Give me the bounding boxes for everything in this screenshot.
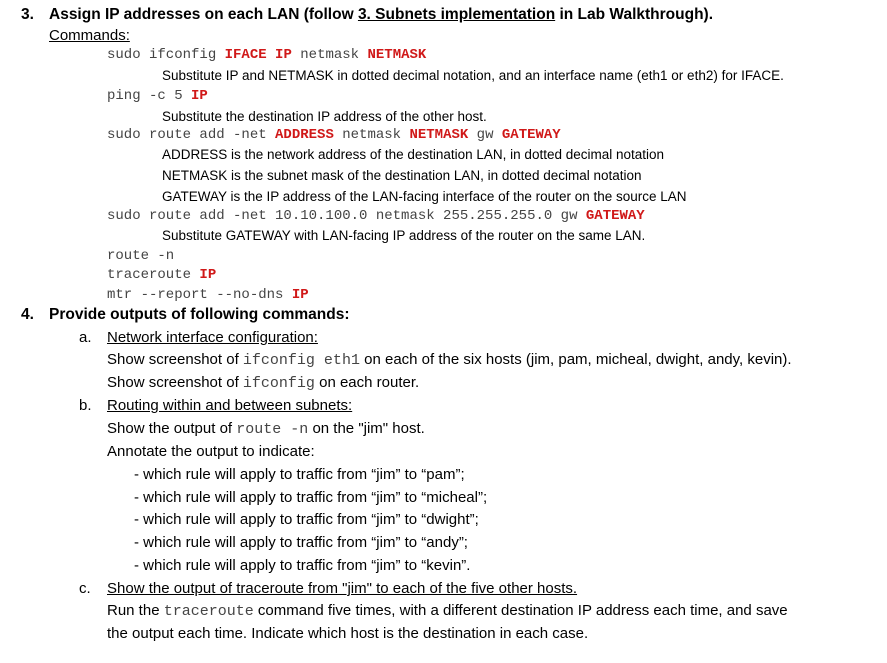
list-item: - which rule will apply to traffic from “jim” to “kevin”. (134, 557, 471, 574)
command-ifconfig-description: Substitute IP and NETMASK in dotted decimal notation, and an interface name (eth1 or eth2) for IFACE. (162, 68, 784, 83)
item-c-line-1: Run the traceroute command five times, with a different destination IP address each time, and save (107, 602, 788, 620)
command-ping: ping -c 5 IP (107, 88, 208, 104)
command-route-n: route -n (107, 248, 175, 264)
commands-label: Commands: (49, 27, 130, 44)
section-4-title: Provide outputs of following commands: (49, 306, 350, 323)
route-default-description: Substitute GATEWAY with LAN-facing IP address of the router on the same LAN. (162, 228, 646, 243)
list-item: - which rule will apply to traffic from “jim” to “pam”; (134, 466, 465, 483)
route-address-description: ADDRESS is the network address of the destination LAN, in dotted decimal notation (162, 147, 665, 162)
list-item: - which rule will apply to traffic from “jim” to “dwight”; (134, 511, 479, 528)
command-traceroute: traceroute IP (107, 267, 217, 283)
list-item: - which rule will apply to traffic from “jim” to “andy”; (134, 534, 468, 551)
item-b-heading: Routing within and between subnets: (107, 397, 353, 414)
command-route-add: sudo route add -net ADDRESS netmask NETMASK gw GATEWAY (107, 127, 561, 143)
command-mtr: mtr --report --no-dns IP (107, 287, 309, 303)
command-ifconfig: sudo ifconfig IFACE IP netmask NETMASK (107, 47, 427, 63)
item-a-line-2: Show screenshot of ifconfig on each router. (107, 374, 420, 392)
item-b-line-1: Show the output of route -n on the "jim" host. (107, 420, 425, 438)
section-3-number: 3. (21, 6, 34, 23)
route-netmask-description: NETMASK is the subnet mask of the destination LAN, in dotted decimal notation (162, 168, 642, 183)
command-route-add-default: sudo route add -net 10.10.100.0 netmask 255.255.255.0 gw GATEWAY (107, 208, 645, 224)
route-gateway-description: GATEWAY is the IP address of the LAN-facing interface of the router on the source LAN (162, 189, 687, 204)
section-4-number: 4. (21, 306, 34, 323)
list-item: - which rule will apply to traffic from “jim” to “micheal”; (134, 489, 488, 506)
command-ping-description: Substitute the destination IP address of the other host. (162, 109, 487, 124)
item-c-letter: c. (79, 580, 91, 597)
item-a-heading: Network interface configuration: (107, 329, 318, 346)
item-b-letter: b. (79, 397, 92, 414)
item-a-line-1: Show screenshot of ifconfig eth1 on each of the six hosts (jim, pam, micheal, dwight, andy, kevin). (107, 351, 792, 369)
item-c-line-2: the output each time. Indicate which host is the destination in each case. (107, 625, 589, 642)
item-a-letter: a. (79, 329, 92, 346)
item-c-heading: Show the output of traceroute from "jim" to each of the five other hosts. (107, 580, 578, 597)
section-3-title: Assign IP addresses on each LAN (follow 3. Subnets implementation in Lab Walkthrough). (49, 6, 714, 23)
subnets-implementation-link[interactable]: 3. Subnets implementation (357, 6, 556, 23)
item-b-line-2: Annotate the output to indicate: (107, 443, 315, 460)
